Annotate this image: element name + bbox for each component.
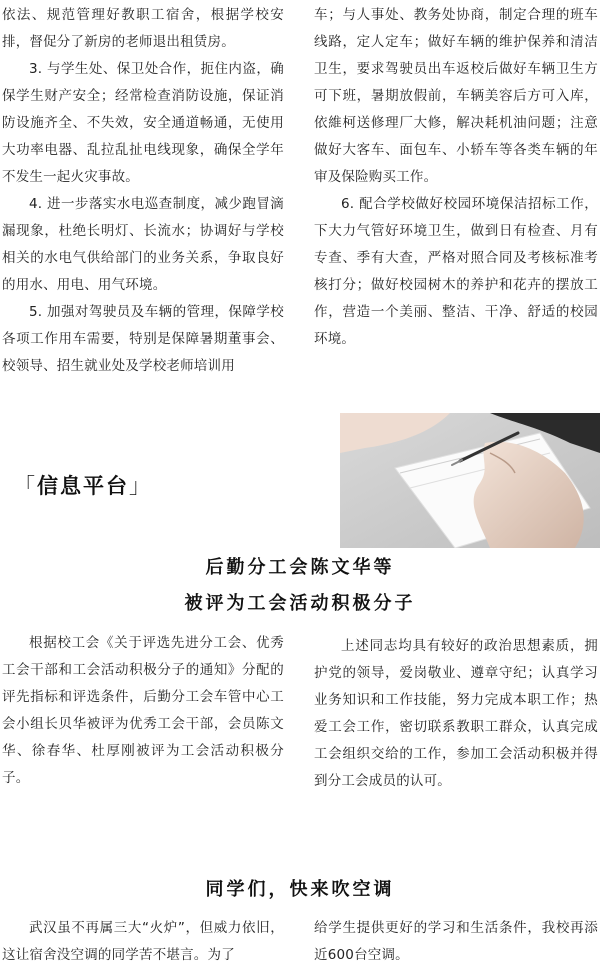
paragraph: 6. 配合学校做好校园环境保洁招标工作，下大力气管好环境卫生，做到日有检查、月有专查、季有大查，严格对照合同及考核标准考核打分；做好校园树木的养护和花卉的摆放工作，营造一个美丽、整洁、干净、舒适的校园环境。 (314, 196, 598, 347)
article1-left-column (2, 630, 284, 792)
paragraph: 依法、规范管理好教职工宿舍，根据学校安排，督促分了新房的老师退出租赁房。 (2, 7, 284, 50)
top-right-column (314, 2, 598, 353)
paragraph: 3. 与学生处、保卫处合作，扼住内盗，确保学生财产安全；经常检查消防设施，保证消防设施齐全、不失效，安全通道畅通，无使用大功率电器、乱拉乱扯电线现象，确保全学年不发生一起火灾事故。 (2, 61, 284, 185)
section-tag (14, 470, 152, 500)
article2-left-column (2, 915, 284, 969)
top-left-column (2, 2, 284, 380)
writing-hand-photo (340, 413, 600, 548)
paragraph: 武汉虽不再属三大“火炉”，但威力依旧，这让宿舍没空调的同学苦不堪言。为了 (2, 920, 284, 963)
article2-right-column (314, 915, 598, 969)
paragraph: 车；与人事处、教务处协商，制定合理的班车线路，定人定车；做好车辆的维护保养和清洁卫生，要求驾驶员出车返校后做好车辆卫生方可下班，暑期放假前，车辆美容后方可入库，依維柯送修理厂大修，解决耗机油问题；注意做好大客车、面包车、小轿车等各类车辆的年审及保险购买工作。 (314, 7, 598, 185)
open-bracket: 「 (14, 474, 37, 498)
paragraph: 上述同志均具有较好的政治思想素质，拥护党的领导，爱岗敬业、遵章守纪；认真学习业务知识和工作技能，努力完成本职工作；热爱工会工作，密切联系教职工群众，认真完成工会组织交给的工作，参加工会活动积极并得到分工会成员的认可。 (314, 638, 598, 789)
article-headline-line1: 后勤分工会陈文华等 (205, 557, 395, 578)
article-headline-line2: 被评为工会活动积极分子 (184, 593, 416, 614)
writing-hand-illustration (340, 413, 600, 548)
section-tag-label: 信息平台 (37, 473, 129, 498)
article2-headline: 同学们，快来吹空调 (205, 879, 395, 900)
paragraph: 4. 进一步落实水电巡查制度，减少跑冒滴漏现象，杜绝长明灯、长流水；协调好与学校相关的水电气供给部门的业务关系，争取良好的用水、用电、用气环境。 (2, 196, 284, 293)
article1-right-column (314, 633, 598, 795)
paragraph: 给学生提供更好的学习和生活条件，我校再添近600台空调。 (314, 920, 598, 963)
close-bracket: 」 (129, 474, 152, 498)
paragraph: 5. 加强对驾驶员及车辆的管理，保障学校各项工作用车需要，特别是保障暑期董事会、校领导、招生就业处及学校老师培训用 (2, 304, 284, 374)
paragraph: 根据校工会《关于评选先进分工会、优秀工会干部和工会活动积极分子的通知》分配的评先指标和评选条件，后勤分工会车管中心工会小组长贝华被评为优秀工会干部，会员陈文华、徐春华、杜厚刚被评为工会活动积极分子。 (2, 635, 284, 786)
